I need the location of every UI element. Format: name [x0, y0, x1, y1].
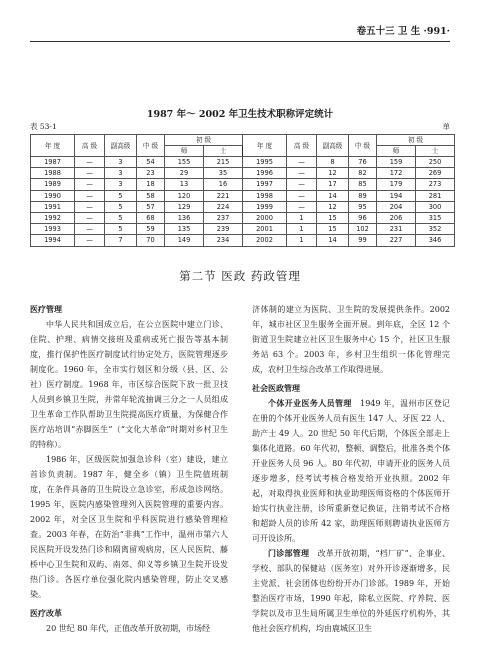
table-cell: 237	[204, 212, 243, 223]
table-cell: 12	[317, 201, 349, 212]
right-column	[252, 302, 450, 636]
table-cell: 1990	[31, 190, 75, 201]
col-vice-senior: 副高级	[105, 135, 137, 157]
table-cell: 120	[165, 190, 204, 201]
table-cell: 3	[105, 168, 137, 179]
table-cell: 57	[137, 201, 165, 212]
table-cell: —	[75, 201, 105, 212]
table-cell: 1987	[31, 157, 75, 168]
table-row	[31, 224, 455, 235]
col-junior: 初 级	[165, 135, 243, 146]
col-si-2: 士	[416, 146, 455, 157]
table-cell: 1999	[243, 201, 287, 212]
table-cell: 1	[287, 212, 317, 223]
table-cell: 346	[416, 235, 455, 246]
table-cell: 102	[349, 224, 377, 235]
heading-medical-reform: 医疗改革	[30, 609, 62, 618]
paragraph	[252, 396, 450, 546]
paragraph: 20 世纪 80 年代，正值改革开放初期，市场经	[46, 624, 210, 633]
table-cell: 5	[105, 201, 137, 212]
runin-heading: 门诊部管理	[268, 549, 310, 558]
col-shi-2: 师	[377, 146, 416, 157]
table-cell: 1991	[31, 201, 75, 212]
heading-social-medical-management: 社会医政管理	[252, 384, 300, 393]
table-cell: 15	[317, 224, 349, 235]
section-title: 第二节 医政 药政管理	[179, 269, 301, 283]
heading-medical-management: 医疗管理	[30, 305, 62, 314]
table-cell: —	[75, 235, 105, 246]
table-cell: —	[287, 190, 317, 201]
table-row	[31, 157, 455, 168]
table-caption	[30, 121, 450, 132]
table-cell: 135	[165, 224, 204, 235]
table-cell: —	[287, 168, 317, 179]
table-row	[31, 212, 455, 223]
table-cell: 96	[349, 212, 377, 223]
table-cell: 215	[204, 157, 243, 168]
col-junior-2: 初 级	[377, 135, 455, 146]
table-cell: 2002	[243, 235, 287, 246]
table-cell: 221	[204, 190, 243, 201]
table-cell: 85	[349, 179, 377, 190]
table-cell: 59	[137, 224, 165, 235]
table-row	[31, 190, 455, 201]
table-row	[31, 201, 455, 212]
paragraph: 1986 年，区级医院加强急诊科（室）建设，建立首诊负责制。1987 年，健全乡（镇）卫生院值班制度，在条件具备的卫生院设立急诊室，形成急诊网络。1995 年，医院内感染管理列入医院管理的重要内容。2002 年，对全区卫生院和乎科医院进行感染管理检查。2003 年春，在防治“非典”工作中，温州市第六人民医院开设发热门诊和隔离留观病房，区人民医院、藤桥中心卫生院和双屿、南郊、仰义等乡镇卫生院开设发热门诊。各医疗单位强化院内感染管理，防止交叉感染。	[30, 455, 228, 599]
table-cell: 5	[105, 190, 137, 201]
table-cell: 155	[165, 157, 204, 168]
table-cell: 206	[377, 212, 416, 223]
table-cell: 136	[165, 212, 204, 223]
table-cell: 352	[416, 224, 455, 235]
table-cell: 76	[349, 157, 377, 168]
table-cell: 300	[416, 201, 455, 212]
col-year-2: 年 度	[243, 135, 287, 157]
table-cell: 1998	[243, 190, 287, 201]
paragraph	[252, 546, 450, 636]
table-cell: 227	[377, 235, 416, 246]
col-senior-2: 高 级	[287, 135, 317, 157]
table-cell: 234	[204, 235, 243, 246]
table-cell: 281	[416, 190, 455, 201]
table-cell: —	[287, 201, 317, 212]
table-cell: 1995	[243, 157, 287, 168]
table-cell: 149	[165, 235, 204, 246]
table-cell: 99	[349, 235, 377, 246]
table-cell: 15	[317, 212, 349, 223]
table-cell: 1	[287, 235, 317, 246]
table-cell: —	[75, 190, 105, 201]
paragraph-text: 1949 年，温州市区登记在册的个体开业医务人员有医生 147 人、牙医 22 人、助产士 49 人。20 世纪 50 年代后期，个体医全部走上集体化道路。60 年代初，整顿、调整后，批准各类个体开业医务人员 96 人。80 年代初，申请开业的医务人员逐步增多，经考试考核合格发给开业执照。2002 年起，对取得执业医师和执业助理医师资格的个体医师开始实行执业注册，诊所重新登记换证，注销考试不合格和超龄人员的诊所 42 家，助理医师则聘请执业医师方可开设诊所。	[252, 399, 450, 543]
table-cell: 18	[137, 179, 165, 190]
col-middle-2: 中 级	[349, 135, 377, 157]
table-cell: 70	[137, 235, 165, 246]
col-middle: 中 级	[137, 135, 165, 157]
table-cell: 1	[287, 224, 317, 235]
table-cell: —	[75, 224, 105, 235]
table-cell: 159	[377, 157, 416, 168]
table-row	[31, 168, 455, 179]
table-cell: 14	[317, 235, 349, 246]
table-cell: 2001	[243, 224, 287, 235]
table-cell: 273	[416, 179, 455, 190]
col-senior: 高 级	[75, 135, 105, 157]
table-header-row	[31, 135, 455, 146]
body-text	[30, 302, 450, 642]
table-row	[31, 235, 455, 246]
running-head: 卷五十三 卫 生 ·991·	[30, 26, 450, 42]
table-cell: —	[75, 157, 105, 168]
table-cell: 129	[165, 201, 204, 212]
table-cell: 224	[204, 201, 243, 212]
table-cell: 1988	[31, 168, 75, 179]
table-cell: 1989	[31, 179, 75, 190]
paragraph: 济体制的建立为医院、卫生院的发展提供条件。2002 年，城市社区卫生服务全面开展。到年底，全区 12 个街道卫生院建立社区卫生服务中心 15 个，社区卫生服务站 63 个。2003 年，乡村卫生组织一体化管理完成，农村卫生综合改革工作取得进展。	[252, 305, 450, 374]
table-cell: 12	[317, 168, 349, 179]
table-row	[31, 179, 455, 190]
table-cell: 5	[105, 212, 137, 223]
table-cell: 17	[317, 179, 349, 190]
table-cell: 194	[377, 190, 416, 201]
table-cell: 315	[416, 212, 455, 223]
table-body	[31, 157, 455, 247]
table-cell: 58	[137, 190, 165, 201]
table-cell: 204	[377, 201, 416, 212]
table-cell: 23	[137, 168, 165, 179]
table-cell: 1994	[31, 235, 75, 246]
table-cell: 29	[165, 168, 204, 179]
table-cell: —	[75, 168, 105, 179]
table-cell: —	[75, 212, 105, 223]
col-shi: 师	[165, 146, 204, 157]
table-cell: 3	[105, 157, 137, 168]
table-cell: 82	[349, 168, 377, 179]
table-label: 表 53-1	[30, 122, 57, 131]
table-cell: 250	[416, 157, 455, 168]
left-column	[30, 302, 228, 636]
table-cell: 172	[377, 168, 416, 179]
table-cell: 16	[204, 179, 243, 190]
table-cell: 8	[317, 157, 349, 168]
table-cell: 1992	[31, 212, 75, 223]
table-cell: 1997	[243, 179, 287, 190]
table-cell: 68	[137, 212, 165, 223]
statistics-table	[30, 134, 455, 247]
table-cell: 14	[317, 190, 349, 201]
table-cell: 95	[349, 201, 377, 212]
table-cell: 35	[204, 168, 243, 179]
table-cell: 3	[105, 179, 137, 190]
table-cell: 5	[105, 224, 137, 235]
table-cell: 179	[377, 179, 416, 190]
table-cell: 54	[137, 157, 165, 168]
table-title: 1987 年～ 2002 年卫生技术职称评定统计	[146, 109, 334, 120]
table-unit: 单	[442, 122, 450, 131]
table-cell: 231	[377, 224, 416, 235]
table-cell: —	[287, 157, 317, 168]
table-cell: 7	[105, 235, 137, 246]
paragraph: 中华人民共和国成立后，在公立医院中建立门诊、住院、护理、病情交接班及重病或死亡报告等基本制度，推行保护性医疗制度试行协定处方，医院管理逐步制度化。1960 年，全市实行划区和分级（县、区、公社）医疗制度。1968 年，市区综合医院下放一批卫技人员到乡镇卫生院，并常年轮流抽调三分之一人员组成卫生革命工作队帮助卫生院提高医疗质量，为保健合作医疗站培训“赤脚医生”（“文化大革命”时期对乡村卫生的特称）。	[30, 320, 228, 449]
table-cell: 239	[204, 224, 243, 235]
col-vice-senior-2: 副高级	[317, 135, 349, 157]
table-cell: 2000	[243, 212, 287, 223]
table-cell: —	[75, 179, 105, 190]
table-cell: —	[287, 179, 317, 190]
table-cell: 89	[349, 190, 377, 201]
table-cell: 269	[416, 168, 455, 179]
runin-heading: 个体开业医务人员管理	[268, 399, 352, 408]
col-si: 士	[204, 146, 243, 157]
col-year: 年 度	[31, 135, 75, 157]
paragraph-text: 改革开放初期，“档厂矿”、企事业、学校、部队的保健站（医务室）对外开诊逐渐增多，民主党派、社会团体也纷纷开办门诊部。1989 年，开始整治医疗市场，1990 年起，除私立医院、疗养院、医学院以及市卫生局所属卫生单位的外延医疗机构外，其他社会医疗机构，均由鹿城区卫生	[252, 549, 450, 633]
table-cell: 1996	[243, 168, 287, 179]
table-cell: 13	[165, 179, 204, 190]
table-cell: 1993	[31, 224, 75, 235]
